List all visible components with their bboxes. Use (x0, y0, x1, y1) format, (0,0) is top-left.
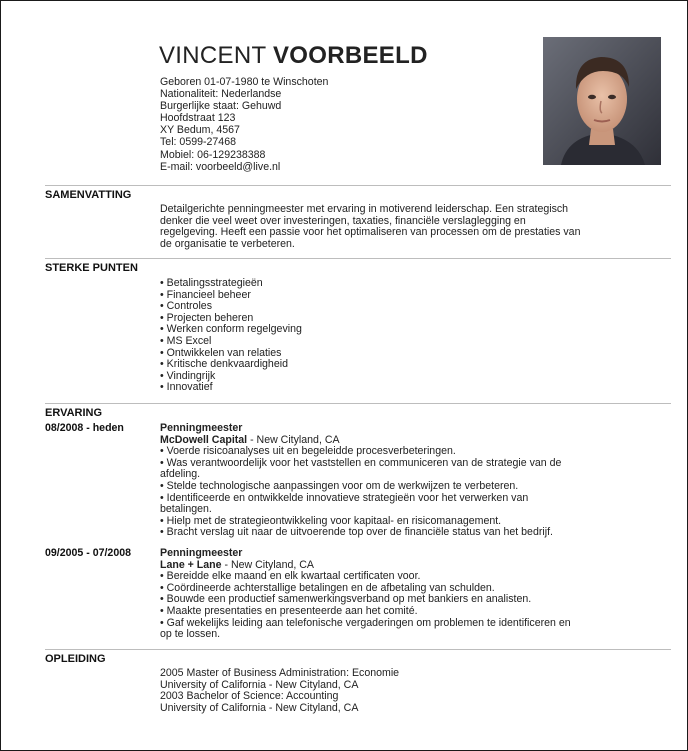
profile-photo (543, 37, 661, 165)
phone: Tel: 0599-27468 (160, 136, 236, 149)
section-title-education: OPLEIDING (45, 653, 106, 665)
email: E-mail: voorbeeld@live.nl (160, 160, 281, 173)
marital-status: Burgerlijke staat: Gehuwd (160, 100, 282, 113)
education-list (160, 668, 660, 714)
job-duty: • Voerde risicoanalyses uit en begeleidde procesverbeteringen. (160, 445, 456, 458)
job-duty: betalingen. (160, 503, 212, 516)
education-line: 2005 Master of Business Administration: Economie (160, 667, 400, 679)
job-duty: • Was verantwoordelijk voor het vaststellen en communiceren van de strategie van de (160, 456, 562, 469)
job-duty: • Hielp met de strategieontwikkeling voor kapitaal- en risicomanagement. (160, 514, 502, 527)
birth-info: Geboren 01-07-1980 te Winschoten (160, 76, 329, 88)
street-address: Hoofdstraat 123 (160, 112, 236, 125)
section-divider (45, 185, 671, 186)
candidate-name (159, 43, 428, 69)
strength-item: • Controles (160, 300, 212, 313)
mobile: Mobiel: 06-129238388 (160, 148, 266, 161)
strength-item: • Werken conform regelgeving (160, 323, 302, 336)
job-duty: op te lossen. (160, 628, 221, 641)
job-duty: • Identificeerde en ontwikkelde innovatieve strategieën voor het verwerken van (160, 491, 529, 504)
job-duty: • Bracht verslag uit naar de uitvoerende top over de financiële status van het bedrijf. (160, 526, 553, 539)
job-title: Penningmeester (160, 422, 243, 434)
education-line: 2003 Bachelor of Science: Accounting (160, 690, 339, 703)
job-duty: • Maakte presentaties en presenteerde aan het comité. (160, 604, 418, 617)
strength-item: • Kritische denkvaardigheid (160, 358, 288, 371)
contact-block (160, 77, 328, 174)
strength-item: • Projecten beheren (160, 311, 254, 324)
section-divider (45, 403, 671, 404)
summary-line: Detailgerichte penningmeester met ervaring in motiverend leiderschap. Een strategisch (160, 203, 569, 215)
strength-item: • Ontwikkelen van relaties (160, 346, 282, 359)
summary-line: denker die veel weet over investeringen, taxaties, financiële verslaglegging en (160, 214, 526, 227)
summary-text (160, 204, 660, 250)
job-entry (160, 548, 660, 641)
job-dates: 08/2008 - heden (45, 422, 124, 434)
company-name: Lane + Lane (160, 558, 222, 571)
strength-item: • Vindingrijk (160, 369, 216, 382)
strength-item: • Innovatief (160, 381, 213, 394)
section-title-strengths: STERKE PUNTEN (45, 262, 138, 274)
company-location: - New Cityland, CA (247, 433, 340, 446)
job-entry (160, 423, 660, 539)
strength-item: • Betalingsstrategieën (160, 277, 263, 289)
job-dates: 09/2005 - 07/2008 (45, 547, 132, 559)
nationality: Nationaliteit: Nederlandse (160, 88, 282, 101)
job-title: Penningmeester (160, 547, 243, 559)
job-duty: • Stelde technologische aanpassingen voor om de werkwijzen te verbeteren. (160, 479, 519, 492)
strengths-list (160, 278, 660, 394)
strength-item: • Financieel beheer (160, 288, 251, 301)
education-line: University of California - New Cityland, CA (160, 701, 359, 714)
company-location: - New Cityland, CA (221, 558, 314, 571)
first-name: VINCENT (159, 42, 267, 69)
last-name: VOORBEELD (272, 42, 428, 69)
job-duty: afdeling. (160, 468, 201, 481)
section-divider (45, 649, 671, 650)
company-name: McDowell Capital (160, 433, 248, 446)
job-duty: • Coördineerde achterstallige betalingen en de afbetaling van schulden. (160, 581, 495, 594)
section-title-experience: ERVARING (45, 407, 103, 419)
education-line: University of California - New Cityland, CA (160, 678, 359, 691)
strength-item: • MS Excel (160, 334, 212, 347)
postal-city: XY Bedum, 4567 (160, 124, 240, 137)
section-title-summary: SAMENVATTING (45, 189, 132, 201)
job-duty: • Gaf wekelijks leiding aan telefonische vergaderingen om problemen te identificeren en (160, 616, 571, 629)
summary-line: regelgeving. Heeft een passie voor het optimaliseren van processen om de prestaties van (160, 226, 581, 239)
job-duty: • Bouwde een productief samenwerkingsverband op met bankiers en analisten. (160, 593, 532, 606)
job-duty: • Bereidde elke maand en elk kwartaal certificaten voor. (160, 570, 421, 583)
summary-line: de organisatie te verbeteren. (160, 237, 295, 250)
section-divider (45, 258, 671, 259)
